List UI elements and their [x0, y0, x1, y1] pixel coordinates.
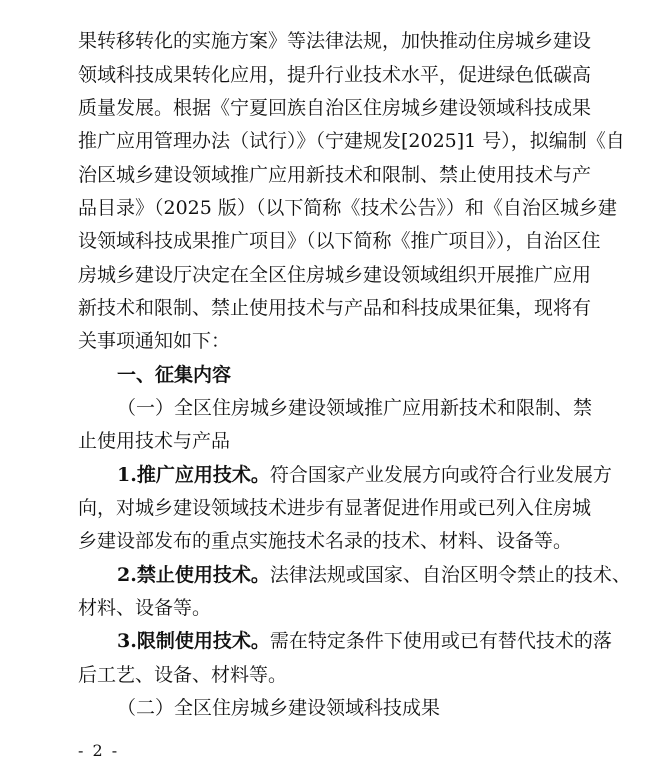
body-text-line: 治区城乡建设领域推广应用新技术和限制、禁止使用技术与产	[78, 164, 592, 186]
page-number: - 2 -	[78, 741, 120, 760]
item-3-line: 后工艺、设备、材料等。	[78, 664, 288, 686]
item-3-text: 需在特定条件下使用或已有替代技术的落	[269, 630, 612, 652]
item-2-text: 法律法规或国家、自治区明令禁止的技术、	[269, 564, 631, 586]
item-2-first-line	[117, 561, 631, 589]
item-1-text: 符合国家产业发展方向或符合行业发展方	[269, 464, 612, 486]
item-1-title: 1.推广应用技术。	[117, 464, 270, 486]
item-1-first-line	[117, 461, 612, 489]
body-text-line: 房城乡建设厅决定在全区住房城乡建设领域组织开展推广应用	[78, 264, 592, 286]
item-3-title: 3.限制使用技术。	[117, 630, 270, 652]
body-text-line: 推广应用管理办法（试行）》（宁建规发[2025]1 号），拟编制《自	[78, 130, 625, 152]
subsection-heading-continued: 止使用技术与产品	[78, 430, 231, 452]
body-text-line: 品目录》（2025 版）（以下简称《技术公告》）和《自治区城乡建	[78, 197, 617, 219]
body-text-line: 质量发展。根据《宁夏回族自治区住房城乡建设领域科技成果	[78, 97, 592, 119]
body-text-line: 新技术和限制、禁止使用技术与产品和科技成果征集，现将有	[78, 297, 592, 319]
item-1-line: 向，对城乡建设领域技术进步有显著促进作用或已列入住房城	[78, 497, 592, 519]
body-text-line: 关事项通知如下：	[78, 330, 231, 352]
item-2-title: 2.禁止使用技术。	[117, 564, 270, 586]
item-3-first-line	[117, 627, 612, 655]
body-text-line: 果转移转化的实施方案》等法律法规，加快推动住房城乡建设	[78, 30, 592, 52]
subsection-heading: （一）全区住房城乡建设领域推广应用新技术和限制、禁	[117, 397, 593, 419]
item-1-line: 乡建设部发布的重点实施技术名录的技术、材料、设备等。	[78, 530, 573, 552]
body-text-line: 领域科技成果转化应用，提升行业技术水平，促进绿色低碳高	[78, 64, 592, 86]
body-text-line: 设领域科技成果推广项目》（以下简称《推广项目》），自治区住	[78, 230, 601, 252]
subsection-2-heading: （二）全区住房城乡建设领域科技成果	[117, 697, 441, 719]
item-2-line: 材料、设备等。	[78, 597, 212, 619]
section-heading: 一、征集内容	[117, 364, 232, 386]
